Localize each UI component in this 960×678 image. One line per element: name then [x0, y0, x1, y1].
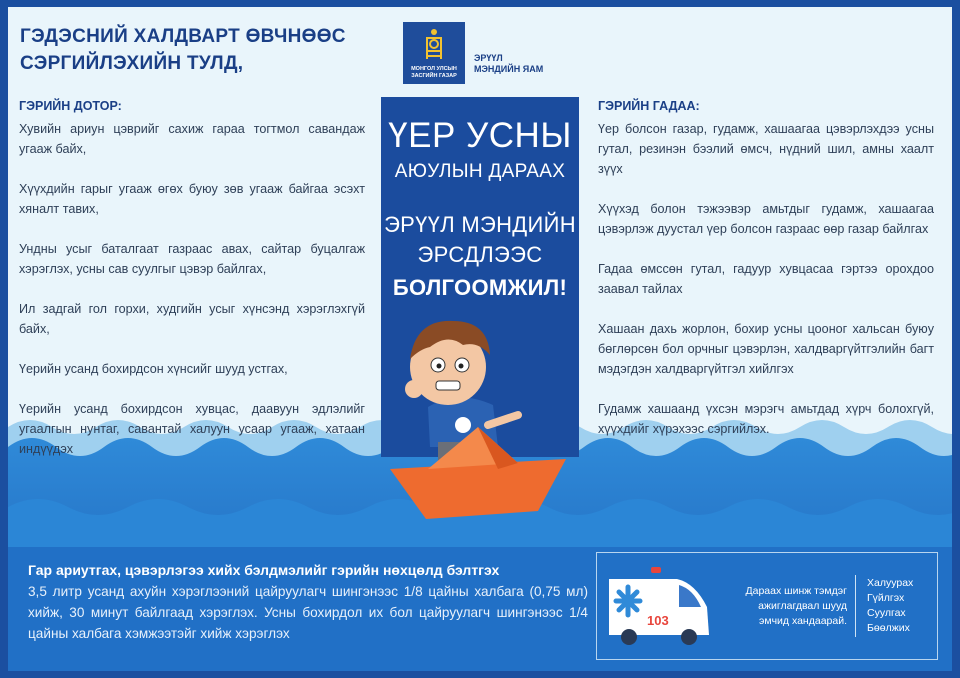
- emergency-box: [596, 552, 938, 660]
- poster-canvas: [8, 7, 952, 671]
- logo-label: [403, 66, 465, 80]
- symptom-item: Гүйлгэх: [867, 592, 905, 604]
- emergency-number: 103: [647, 613, 669, 628]
- disinfectant-text: 3,5 литр усанд ахуйн хэрэглээний цайруулагч шингэнээс 1/8 цайны халбага (0,75 мл) хийж, 30 минут байлгаад хэрэглэх. Усны бохирдол их бол цайруулагч шингэнээс 1/4 цайны халбага хэмжээтэйг хийж хэрэглэх: [28, 584, 588, 641]
- outdoor-heading: ГЭРИЙН ГАДАА:: [598, 99, 700, 113]
- note-line: эмчид хандаарай.: [759, 615, 847, 627]
- indoor-heading: ГЭРИЙН ДОТОР:: [19, 99, 122, 113]
- page-title: [20, 23, 360, 77]
- ministry-name: [474, 53, 543, 75]
- disinfectant-heading: Гар ариутгах, цэвэрлэгээ хийх бэлдмэлийг гэрийн нөхцөлд бэлтгэх: [28, 562, 500, 578]
- divider: [855, 575, 856, 637]
- banner-line: ЭРСДЛЭЭС: [417, 242, 543, 267]
- soyombo-emblem-icon: [425, 28, 443, 62]
- ambulance-icon: [603, 563, 715, 651]
- note-line: Дараах шинж тэмдэг: [745, 585, 847, 597]
- symptom-item: Суулгах: [867, 607, 906, 619]
- outdoor-section: [598, 96, 934, 459]
- indoor-section: [19, 96, 365, 479]
- banner-line: АЮУЛЫН ДАРААХ: [394, 161, 566, 182]
- boy-on-paper-boat-illustration: [368, 297, 588, 527]
- banner-line: ЭРҮҮЛ МЭНДИЙН: [384, 212, 576, 237]
- logo-line: МОНГОЛ УЛСЫН: [411, 66, 457, 72]
- banner-line-group: [381, 210, 579, 270]
- title-line: СЭРГИЙЛЭХИЙН ТУЛД,: [20, 53, 244, 74]
- indoor-item: Хувийн ариун цэврийг сахиж гараа тогтмол савандаж угааж байх,: [19, 122, 365, 156]
- indoor-item: Ил задгай гол горхи, худгийн усыг хүнсэнд хэрэглэхгүй байх,: [19, 302, 365, 336]
- emergency-note: [717, 584, 847, 629]
- indoor-item: Үерийн усанд бохирдсон хүнсийг шууд устгах,: [19, 362, 288, 376]
- indoor-item: Хүүхдийн гарыг угааж өгөх буюу зөв угааж байгаа эсэхт хяналт тавих,: [19, 182, 365, 216]
- outdoor-item: Үер болсон газар, гудамж, хашаагаа цэвэрлэхдээ усны гутал, резинэн бээлий өмсч, нүдний шил, амны хаалт зүүх: [598, 122, 934, 176]
- indoor-item: Үерийн усанд бохирдсон хувцас, даавуун эдлэлийг угаалгын нунтаг, савантай халуун усаар угааж, хатаан индүүдэх: [19, 402, 365, 456]
- outdoor-item: Гудамж хашаанд үхсэн мэрэгч амьтдад хүрч болохгүй, хүүхдийг хүрэхээс сэргийлэх.: [598, 402, 934, 436]
- note-line: ажиглагдвал шууд: [758, 600, 847, 612]
- symptom-item: Бөөлжих: [867, 622, 910, 634]
- outdoor-item: Гадаа өмссөн гутал, гадуур хувцасаа гэртээ орохдоо заавал тайлах: [598, 262, 934, 296]
- outdoor-item: Хашаан дахь жорлон, бохир усны цооног хальсан буюу бөглөрсөн бол орчныг цэвэрлэн, халдваргүйтгэлийн багт мэдэгдэн халдваргүйтгэл хийлгэх: [598, 322, 934, 376]
- symptom-item: Халуурах: [867, 577, 914, 589]
- disinfectant-section: [28, 562, 588, 644]
- government-logo: [403, 22, 465, 84]
- outdoor-item: Хүүхэд болон тэжээвэр амьтдыг гудамж, хашаагаа цэвэрлэж дуустал үер болсон газраас өөр газар байлгах: [598, 202, 934, 236]
- logo-line: ЗАСГИЙН ГАЗАР: [411, 73, 457, 79]
- title-line: ГЭДЭСНИЙ ХАЛДВАРТ ӨВЧНӨӨС: [20, 26, 346, 47]
- ministry-line: МЭНДИЙН ЯАМ: [474, 64, 544, 74]
- indoor-item: Ундны усыг баталгаат газраас авах, сайтар буцалгаж хэрэглэх, усны сав суулгыг цэвэр байлгах,: [19, 242, 365, 276]
- banner-line: ҮЕР УСНЫ: [388, 116, 572, 155]
- ministry-line: ЭРҮҮЛ: [474, 53, 503, 63]
- banner-line: БОЛГООМЖИЛ!: [392, 275, 568, 300]
- symptom-list: [867, 576, 913, 636]
